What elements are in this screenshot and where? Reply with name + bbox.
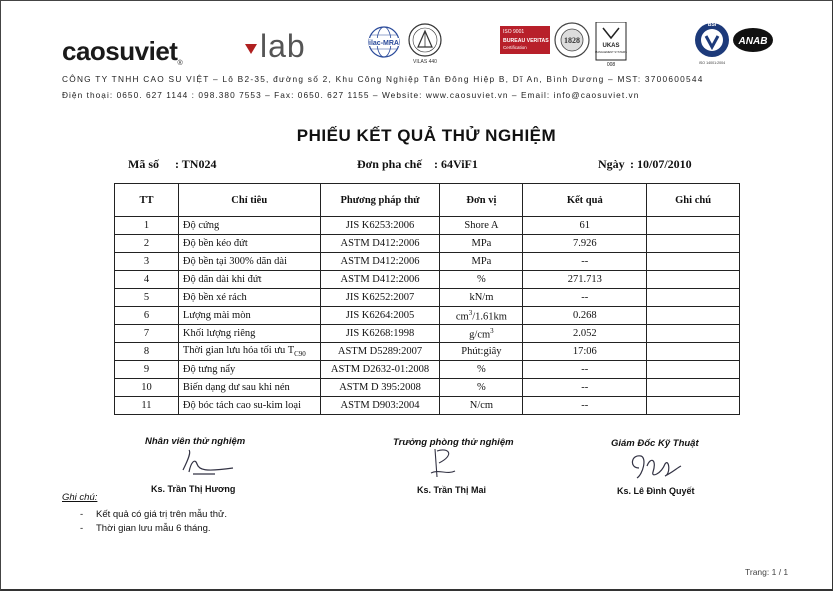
note-text: Thời gian lưu mẫu 6 tháng. [96, 523, 211, 534]
row-unit: Phút:giây [440, 343, 523, 361]
table-row [115, 379, 740, 397]
signature-role-director: Giám Đốc Kỹ Thuật [611, 438, 699, 449]
date-value: : 10/07/2010 [630, 157, 692, 171]
table-header-row [115, 184, 740, 217]
table-row [115, 235, 740, 253]
row-note [647, 217, 740, 235]
row-result: 2.052 [523, 325, 647, 343]
signature-quyet [625, 448, 685, 484]
row-unit: N/cm [440, 397, 523, 415]
row-unit: $cm^3/1.61km$ [440, 307, 523, 325]
row-name: Lượng mài mòn [178, 307, 320, 325]
row-result: 7.926 [523, 235, 647, 253]
row-unit: % [440, 271, 523, 289]
row-method: ASTM D412:2006 [320, 271, 440, 289]
signature-role-tester: Nhân viên thử nghiệm [145, 436, 246, 447]
header-cell: Đơn vị [440, 184, 523, 217]
row-method: JIS K6264:2005 [320, 307, 440, 325]
row-unit: MPa [440, 253, 523, 271]
row-result: 61 [523, 217, 647, 235]
ilac-vilas-logo [365, 22, 445, 64]
row-index: 6 [115, 307, 179, 325]
note-bullet: - [80, 509, 84, 520]
row-result: -- [523, 361, 647, 379]
note-text: Kết quả có giá trị trên mẫu thử. [96, 509, 227, 520]
notes-heading: Ghi chú: [62, 492, 98, 503]
header-cell: Kết quả [523, 184, 647, 217]
date-label: Ngày [598, 157, 625, 171]
row-index: 1 [115, 217, 179, 235]
signature-huong [175, 448, 245, 480]
bureau-veritas-ukas-logo [500, 22, 635, 68]
bv-iso-label: ISO 9001 [503, 29, 525, 35]
row-name: Độ bóc tách cao su-kim loại [178, 397, 320, 415]
row-note [647, 235, 740, 253]
row-note [647, 307, 740, 325]
table-row [115, 361, 740, 379]
bsi-anab-logo [693, 20, 775, 66]
anab-label: ANAB [738, 36, 768, 47]
row-name: Độ bền kéo đứt [178, 235, 320, 253]
lab-logo-text: lab [260, 28, 306, 64]
table-row [115, 343, 740, 361]
row-note [647, 271, 740, 289]
ukas-number: 008 [606, 62, 616, 68]
bv-cert-label: Certification [503, 45, 527, 50]
row-index: 5 [115, 289, 179, 307]
signature-mai [425, 445, 465, 481]
table-row [115, 289, 740, 307]
bv-year-label: 1828 [564, 36, 580, 45]
ilac-label: ilac-MRA [369, 40, 399, 47]
ukas-sub-label: MANAGEMENT SYSTEMS [595, 51, 627, 54]
note-bullet: - [80, 523, 84, 534]
row-method: JIS K6253:2006 [320, 217, 440, 235]
signature-role-head: Trưởng phòng thử nghiệm [393, 437, 514, 448]
row-unit-sup: 3 [490, 326, 494, 335]
table-row [115, 397, 740, 415]
page-number: Trang: 1 / 1 [745, 567, 789, 577]
row-result: 271.713 [523, 271, 647, 289]
row-result: -- [523, 289, 647, 307]
results-table [114, 183, 740, 415]
row-index: 8 [115, 343, 179, 361]
row-result: 0.268 [523, 307, 647, 325]
red-triangle-icon [245, 44, 257, 54]
row-name-sub: C90 [294, 350, 306, 359]
row-method: ASTM D412:2006 [320, 235, 440, 253]
row-index: 3 [115, 253, 179, 271]
table-row [115, 217, 740, 235]
row-name: Độ bền tại 300% dãn dài [178, 253, 320, 271]
bv-name-label: BUREAU VERITAS [503, 38, 549, 44]
row-method: JIS K6268:1998 [320, 325, 440, 343]
row-unit: Shore A [440, 217, 523, 235]
header-cell: Ghi chú [647, 184, 740, 217]
company-line: CÔNG TY TNHH CAO SU VIỆT – Lô B2-35, đường số 2, Khu Công Nghiệp Tân Đông Hiệp B, Dĩ An, Bình Dương – MST: 3700600544 [62, 74, 704, 84]
row-result: 17:06 [523, 343, 647, 361]
row-unit: MPa [440, 235, 523, 253]
code-value: : TN024 [175, 157, 217, 171]
code-label: Mã số [128, 157, 159, 171]
row-note [647, 397, 740, 415]
row-method: ASTM D903:2004 [320, 397, 440, 415]
row-method: ASTM D2632-01:2008 [320, 361, 440, 379]
header-cell: TT [115, 184, 179, 217]
note-item [62, 509, 227, 520]
row-note [647, 379, 740, 397]
row-note [647, 253, 740, 271]
contact-line: Điện thoại: 0650. 627 1144 : 098.380 7553 – Fax: 0650. 627 1155 – Website: www.caosuviet.vn – Email: info@caosuviet.vn [62, 90, 640, 100]
row-result: -- [523, 397, 647, 415]
bsi-sub-label: ISO 14001:2004 [698, 61, 726, 65]
row-note [647, 325, 740, 343]
row-result: -- [523, 379, 647, 397]
row-note [647, 289, 740, 307]
row-name: Độ tưng nẩy [178, 361, 320, 379]
header-cell: Chỉ tiêu [178, 184, 320, 217]
table-row [115, 325, 740, 343]
row-name: Độ cứng [178, 217, 320, 235]
document-title: PHIẾU KẾT QUẢ THỬ NGHIỆM [296, 126, 557, 145]
signature-name-head: Ks. Trần Thị Mai [417, 485, 487, 495]
row-result: -- [523, 253, 647, 271]
row-note [647, 343, 740, 361]
caosuviet-logo [62, 36, 182, 67]
row-note [647, 361, 740, 379]
row-unit: % [440, 361, 523, 379]
formula-label: Đơn pha chế [357, 157, 422, 171]
row-unit-sup: 3 [468, 308, 473, 317]
brand-text: caosuviet [62, 36, 178, 66]
row-index: 7 [115, 325, 179, 343]
row-name: Độ dãn dài khi đứt [178, 271, 320, 289]
row-index: 11 [115, 397, 179, 415]
row-unit: % [440, 379, 523, 397]
row-index: 4 [115, 271, 179, 289]
row-name: Độ bền xé rách [178, 289, 320, 307]
row-unit: kN/m [440, 289, 523, 307]
notes-list [62, 509, 227, 534]
table-row [115, 271, 740, 289]
table-row [115, 307, 740, 325]
row-method: ASTM D5289:2007 [320, 343, 440, 361]
ukas-label: UKAS [602, 43, 620, 49]
row-index: 2 [115, 235, 179, 253]
row-index: 10 [115, 379, 179, 397]
row-index: 9 [115, 361, 179, 379]
table-row [115, 253, 740, 271]
notes-section [62, 492, 227, 537]
note-item [62, 523, 227, 534]
row-unit: $g/cm^3$ [440, 325, 523, 343]
row-method: ASTM D412:2006 [320, 253, 440, 271]
ukas-box [596, 22, 626, 60]
row-method: JIS K6252:2007 [320, 289, 440, 307]
row-name: Biến dạng dư sau khi nén [178, 379, 320, 397]
row-name: Khối lượng riêng [178, 325, 320, 343]
formula-value: : 64ViF1 [434, 157, 478, 171]
header-cell: Phương pháp thử [320, 184, 440, 217]
signature-name-tester: Ks. Trần Thị Hương [151, 484, 236, 494]
row-method: ASTM D 395:2008 [320, 379, 440, 397]
vlab-logo [245, 28, 306, 65]
brand-reg: ® [177, 60, 183, 67]
row-name: Thời gian lưu hóa tối ưu $T_{C90}$ [178, 343, 320, 361]
bsi-label: BSI [707, 22, 717, 28]
signature-name-director: Ks. Lê Đình Quyết [617, 486, 695, 496]
vilas-label: VILAS 440 [413, 59, 437, 64]
